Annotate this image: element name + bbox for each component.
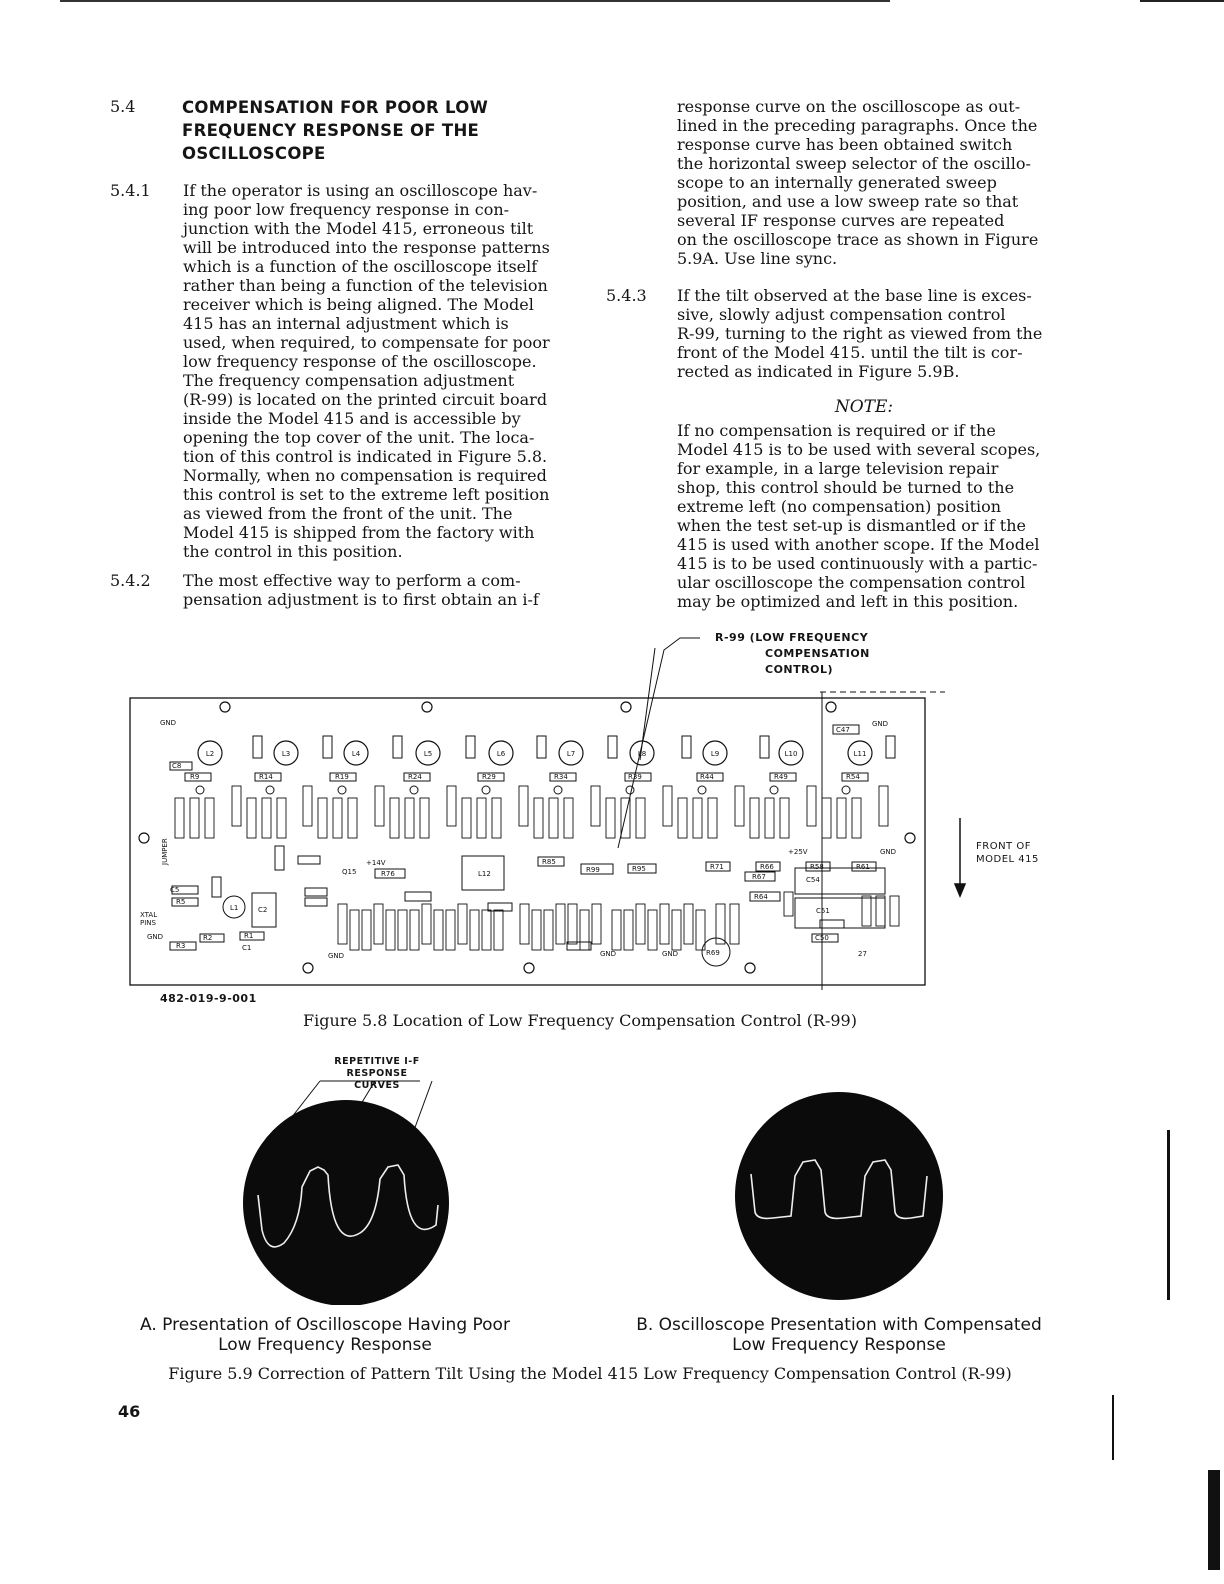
text-line: 415 has an internal adjustment which is (183, 314, 509, 333)
svg-text:C51: C51 (816, 907, 830, 915)
scan-edge-mark (1208, 1470, 1220, 1570)
text-line: receiver which is being aligned. The Model (183, 295, 534, 314)
svg-text:R14: R14 (259, 773, 273, 781)
scope-screen (243, 1100, 449, 1305)
callout-line: R-99 (LOW FREQUENCY (715, 631, 869, 644)
caption-b (628, 1315, 1050, 1355)
svg-text:GND: GND (872, 720, 889, 728)
text-line: several IF response curves are repeated (677, 211, 1005, 230)
text-line: If the operator is using an oscilloscope hav- (183, 181, 538, 200)
text-line: R-99, turning to the right as viewed from the (677, 324, 1043, 343)
front-label-line: MODEL 415 (976, 854, 1039, 865)
svg-text:R61: R61 (856, 863, 870, 871)
paragraph-number: 5.4.2 (110, 571, 151, 590)
svg-text:L5: L5 (423, 750, 433, 758)
callout-line: CONTROL) (765, 663, 833, 676)
svg-text:R58: R58 (810, 863, 824, 871)
svg-text:R85: R85 (542, 858, 556, 866)
text-line: rected as indicated in Figure 5.9B. (677, 362, 960, 381)
text-line: for example, in a large television repair (677, 459, 999, 478)
text-line: inside the Model 415 and is accessible by (183, 409, 521, 428)
paragraph-5-4-2-continued (677, 97, 1051, 268)
front-of-model-label (976, 840, 1039, 866)
text-line: ular oscilloscope the compensation control (677, 573, 1026, 592)
part-number: 482-019-9-001 (160, 992, 257, 1005)
svg-text:R1: R1 (244, 932, 254, 940)
caption-a (120, 1315, 530, 1355)
paragraph-5-4-2 (183, 571, 556, 609)
text-line: sive, slowly adjust compensation control (677, 305, 1006, 324)
text-line: If no compensation is required or if the (677, 421, 996, 440)
scope-display-b (733, 1090, 945, 1302)
text-line: which is a function of the oscilloscope itself (183, 257, 538, 276)
text-line: tion of this control is indicated in Figure 5.8. (183, 447, 548, 466)
svg-text:PINS: PINS (140, 919, 156, 927)
svg-text:R24: R24 (408, 773, 422, 781)
caption-line: A. Presentation of Oscilloscope Having Poor (140, 1315, 510, 1335)
lower-components (170, 846, 885, 966)
caption-line: Low Frequency Response (218, 1335, 432, 1355)
text-line: this control is set to the extreme left position (183, 485, 550, 504)
callout-line: COMPENSATION (765, 647, 870, 660)
text-line: may be optimized and left in this position. (677, 592, 1019, 611)
svg-text:27: 27 (858, 950, 867, 958)
svg-text:R34: R34 (554, 773, 568, 781)
scan-edge-mark (1112, 1395, 1114, 1460)
caption-line: Low Frequency Response (732, 1335, 946, 1355)
text-line: extreme left (no compensation) position (677, 497, 1002, 516)
svg-text:C5: C5 (170, 886, 180, 894)
text-line: lined in the preceding paragraphs. Once the (677, 116, 1038, 135)
svg-text:L9: L9 (710, 750, 720, 758)
svg-text:R49: R49 (774, 773, 788, 781)
pcb-board-outline (130, 698, 925, 985)
svg-text:C47: C47 (836, 726, 850, 734)
svg-text:R44: R44 (700, 773, 714, 781)
section-title-line: FREQUENCY RESPONSE OF THE (182, 121, 480, 140)
scope-screen (735, 1092, 943, 1300)
text-line: will be introduced into the response patterns (183, 238, 550, 257)
callout-line: REPETITIVE I-F (334, 1056, 420, 1067)
text-line: opening the top cover of the unit. The loca- (183, 428, 535, 447)
svg-text:GND: GND (328, 952, 345, 960)
callout-line: RESPONSE CURVES (346, 1068, 408, 1091)
svg-text:GND: GND (600, 950, 617, 958)
svg-text:R54: R54 (846, 773, 860, 781)
svg-text:R29: R29 (482, 773, 496, 781)
svg-text:L1: L1 (230, 904, 239, 912)
svg-text:GND: GND (880, 848, 897, 856)
section-number: 5.4 (110, 97, 136, 116)
text-line: response curve has been obtained switch (677, 135, 1013, 154)
svg-text:R66: R66 (760, 863, 774, 871)
svg-text:GND: GND (662, 950, 679, 958)
svg-text:L6: L6 (496, 750, 506, 758)
svg-text:L11: L11 (853, 750, 867, 758)
svg-text:R3: R3 (176, 942, 186, 950)
svg-text:GND: GND (147, 933, 164, 941)
vertical-components (175, 786, 888, 838)
svg-text:R2: R2 (203, 934, 213, 942)
svg-text:R64: R64 (754, 893, 768, 901)
paragraph-number: 5.4.1 (110, 181, 151, 200)
text-line: as viewed from the front of the unit. The (183, 504, 513, 523)
text-line: 415 is to be used continuously with a partic- (677, 554, 1038, 573)
section-title-line: OSCILLOSCOPE (182, 144, 326, 163)
svg-text:R71: R71 (710, 863, 724, 871)
svg-text:L10: L10 (784, 750, 798, 758)
text-line: junction with the Model 415, erroneous tilt (183, 219, 534, 238)
svg-text:GND: GND (160, 719, 177, 727)
text-line: If the tilt observed at the base line is exces- (677, 286, 1032, 305)
svg-text:Q15: Q15 (342, 868, 357, 876)
svg-text:XTAL: XTAL (140, 911, 158, 919)
section-title (182, 96, 512, 165)
svg-text:R19: R19 (335, 773, 349, 781)
svg-text:R9: R9 (190, 773, 200, 781)
pcb-diagram (0, 620, 1224, 1000)
front-arrow (955, 818, 965, 896)
text-line: 415 is used with another scope. If the Model (677, 535, 1040, 554)
inductor-labels (206, 750, 867, 758)
svg-text:R39: R39 (628, 773, 642, 781)
text-line: The most effective way to perform a com- (183, 571, 521, 590)
note-body (677, 421, 1051, 611)
svg-text:L2: L2 (205, 750, 215, 758)
svg-text:L7: L7 (566, 750, 576, 758)
text-line: 5.9A. Use line sync. (677, 249, 838, 268)
text-line: pensation adjustment is to first obtain an i-f (183, 590, 539, 609)
paragraph-number: 5.4.3 (606, 286, 647, 305)
svg-text:R76: R76 (381, 870, 395, 878)
scope-display-a (240, 1075, 450, 1305)
svg-text:L12: L12 (478, 870, 491, 878)
text-line: response curve on the oscilloscope as out- (677, 97, 1021, 116)
transistors (196, 786, 850, 794)
text-line: low frequency response of the oscilloscope. (183, 352, 537, 371)
figure-5-8-caption: Figure 5.8 Location of Low Frequency Compensation Control (R-99) (303, 1011, 857, 1030)
text-line: front of the Model 415. until the tilt is cor- (677, 343, 1023, 362)
text-line: Model 415 is to be used with several scopes, (677, 440, 1041, 459)
text-line: the control in this position. (183, 542, 403, 561)
svg-text:R95: R95 (632, 865, 646, 873)
note-title: NOTE: (834, 397, 894, 417)
svg-text:L3: L3 (281, 750, 291, 758)
svg-text:C54: C54 (806, 876, 820, 884)
svg-text:C50: C50 (815, 934, 829, 942)
svg-text:R99: R99 (586, 866, 600, 874)
text-line: position, and use a low sweep rate so that (677, 192, 1019, 211)
jumper-label: JUMPER (161, 838, 169, 865)
text-line: ing poor low frequency response in con- (183, 200, 510, 219)
text-line: when the test set-up is dismantled or if the (677, 516, 1026, 535)
caption-line: B. Oscilloscope Presentation with Compensated (636, 1315, 1042, 1335)
paragraph-5-4-1 (183, 181, 556, 561)
paragraph-5-4-3 (677, 286, 1051, 381)
svg-text:+25V: +25V (788, 848, 808, 856)
svg-text:R5: R5 (176, 898, 186, 906)
text-line: Normally, when no compensation is required (183, 466, 547, 485)
text-line: shop, this control should be turned to the (677, 478, 1015, 497)
text-line: used, when required, to compensate for poor (183, 333, 550, 352)
page-number: 46 (118, 1402, 141, 1421)
svg-text:R69: R69 (706, 949, 720, 957)
top-rule (60, 0, 890, 2)
svg-text:R67: R67 (752, 873, 766, 881)
text-line: The frequency compensation adjustment (183, 371, 515, 390)
svg-text:C8: C8 (172, 762, 182, 770)
text-line: on the oscilloscope trace as shown in Figure (677, 230, 1039, 249)
front-label-line: FRONT OF (976, 841, 1031, 852)
text-line: (R-99) is located on the printed circuit board (183, 390, 548, 409)
top-rule-right (1140, 0, 1224, 2)
svg-text:+14V: +14V (366, 859, 386, 867)
svg-text:L4: L4 (351, 750, 361, 758)
inductor-coils (198, 741, 872, 765)
section-title-line: COMPENSATION FOR POOR LOW (182, 98, 489, 117)
scan-edge-mark (1167, 1130, 1170, 1300)
text-line: Model 415 is shipped from the factory with (183, 523, 535, 542)
svg-text:C1: C1 (242, 944, 252, 952)
svg-text:L8: L8 (637, 750, 647, 758)
svg-text:C2: C2 (258, 906, 268, 914)
text-line: rather than being a function of the television (183, 276, 548, 295)
text-line: scope to an internally generated sweep (677, 173, 997, 192)
text-line: the horizontal sweep selector of the oscillo- (677, 154, 1031, 173)
figure-5-9-caption: Figure 5.9 Correction of Pattern Tilt Using the Model 415 Low Frequency Compensation Control (R-99) (168, 1364, 1012, 1383)
